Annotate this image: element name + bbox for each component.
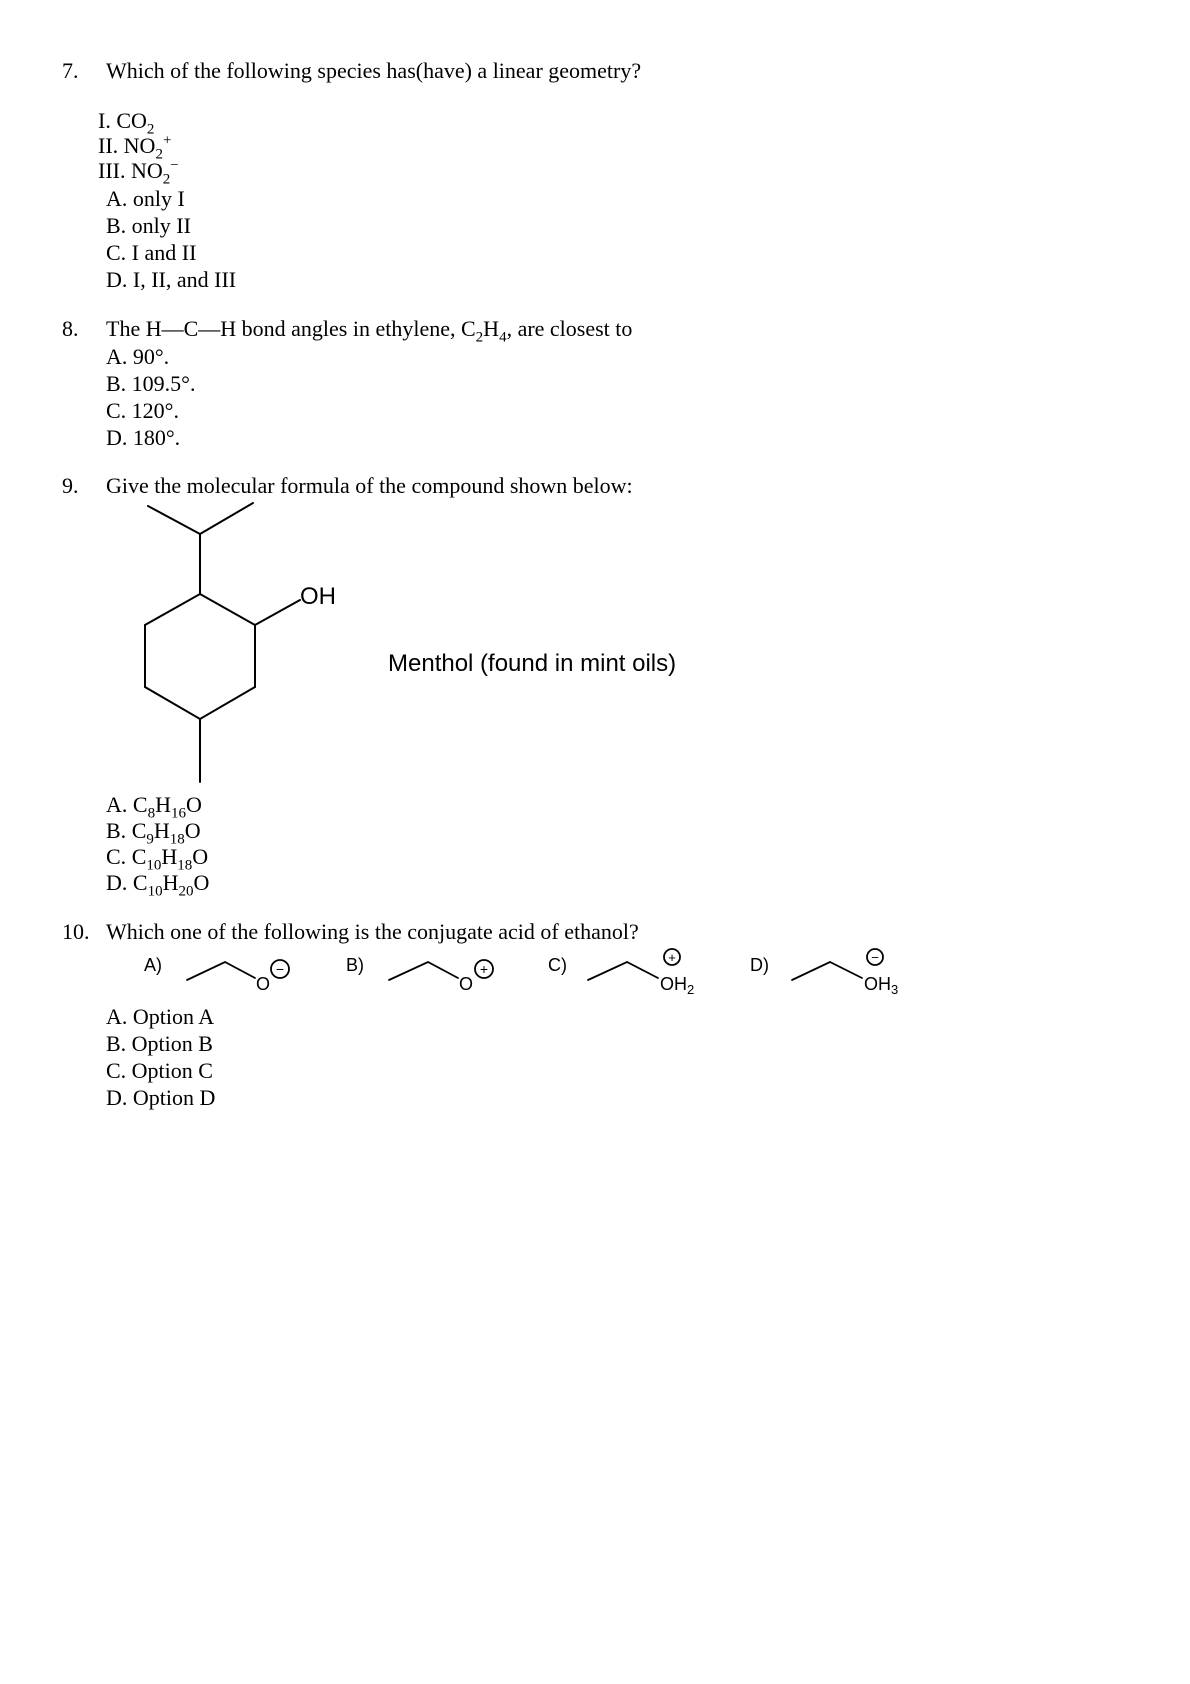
answer-option: B. only II [106,213,191,238]
structure-b-label: B) [346,955,364,975]
ethanol-structures [0,940,1190,1010]
structure-b-chain [389,962,458,980]
structure-c-charge: + [668,950,676,965]
structure-d-chain [792,962,862,980]
answer-option: A. only I [106,186,185,211]
question-9-prompt: Give the molecular formula of the compound shown below: [106,473,633,498]
structure-a-label: A) [144,955,162,975]
structure-c-label: C) [548,955,567,975]
structure-c-chain [588,962,658,980]
structure-a-atom: O [256,974,271,994]
answer-option: C. $C_{10}H_{18}O$ [106,844,209,874]
answer-option: A. 90°. [106,344,170,369]
answer-option: D. Option D [106,1085,216,1110]
answer-option: C. 120°. [106,398,179,423]
question-9-number: 9. [62,473,79,498]
structure-d-atom: $OH_3$ [864,974,899,997]
answer-option: C. I and II [106,240,197,265]
structure-d-charge: − [871,950,879,965]
hydroxyl-bond [255,600,300,625]
structure-caption: Menthol (found in mint oils) [388,650,677,677]
cyclohexane-ring [145,594,255,719]
structure-b-charge: + [479,961,489,977]
answer-option: B. Option B [106,1031,213,1056]
menthol-structure [0,490,1190,790]
structure-b-atom: O [459,974,474,994]
question-10-prompt: Which one of the following is the conjugate acid of ethanol? [106,919,639,944]
structure-c-atom: $OH_2$ [660,974,695,997]
answer-option: D. 180°. [106,425,181,450]
structure-d-label: D) [750,955,769,975]
question-8-prompt: The H—C—H bond angles in ethylene, $C_2H_4$, are closest to [106,316,633,346]
hydroxyl-label: OH [300,583,336,610]
question-8-number: 8. [62,316,79,341]
answer-option: D. I, II, and III [106,267,237,292]
isopropyl-bond [200,503,253,534]
answer-option: A. Option A [106,1004,215,1029]
answer-option: A. $C_8H_{16}O$ [106,792,202,822]
isopropyl-bond [148,506,200,534]
answer-option: B. $C_9H_{18}O$ [106,818,201,848]
answer-option: C. Option C [106,1058,213,1083]
question-7-prompt: Which of the following species has(have) a linear geometry? [106,58,642,83]
answer-option: B. 109.5°. [106,371,196,396]
species-item: I. $CO_2$ [98,108,155,138]
question-10-number: 10. [62,919,90,944]
structure-a-chain [187,962,255,980]
structure-a-charge: − [275,961,285,977]
species-item: III. $NO_2^-$ [98,157,179,188]
species-item: II. $NO_2^+$ [98,132,172,163]
answer-option: D. $C_{10}H_{20}O$ [106,870,210,900]
question-7-number: 7. [62,58,79,83]
